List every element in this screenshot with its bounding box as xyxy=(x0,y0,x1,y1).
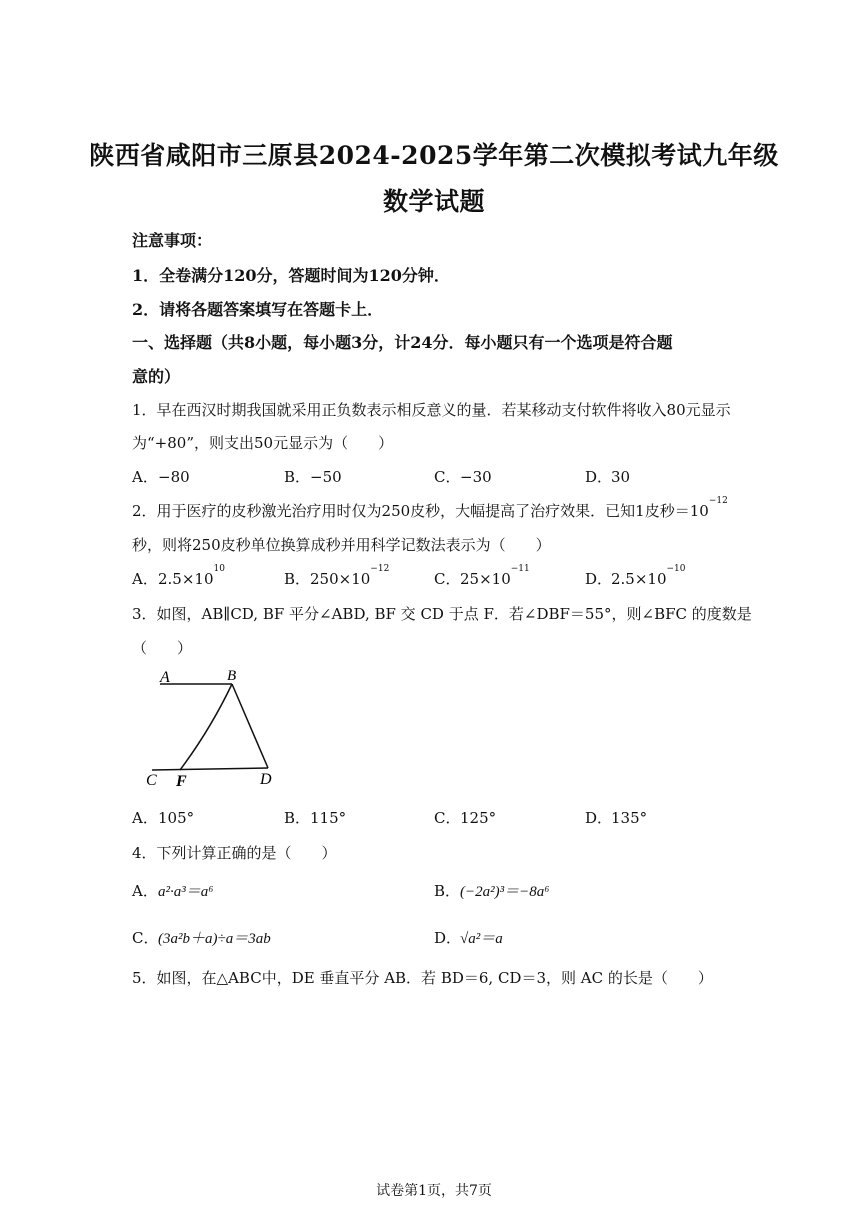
label-c: C xyxy=(146,772,157,789)
segment-cd xyxy=(152,768,268,770)
label-a: A xyxy=(160,669,170,686)
label-d: D xyxy=(260,771,272,788)
q3-option-a: A．105° xyxy=(132,809,195,827)
label-f: F xyxy=(176,773,187,790)
segment-bf xyxy=(180,684,232,770)
q2-option-b: B．$250\times 10^{-12}$ xyxy=(284,564,390,588)
q3-option-d: D．135° xyxy=(585,809,648,827)
segment-bd xyxy=(232,684,268,768)
label-b: B xyxy=(227,668,237,684)
q2-stem-line1: 2．用于医疗的皮秒激光治疗用时仅为250皮秒，大幅提高了治疗效果．已知1皮秒$=10^{-12}$ xyxy=(132,496,728,520)
notice-item-1: 1．全卷满分120分，答题时间为120分钟． xyxy=(132,266,450,285)
notice-item-2: 2．请将各题答案填写在答题卡上． xyxy=(132,300,384,319)
notice-heading: 注意事项： xyxy=(132,231,213,250)
q1-option-a: A．−80 xyxy=(132,468,190,486)
q2-option-c: C．$25\times 10^{-11}$ xyxy=(434,564,530,588)
q3-stem-line2: （ ） xyxy=(132,639,193,657)
q2-option-a: A．$2.5\times 10^{10}$ xyxy=(132,564,225,588)
q3-option-c: C．125° xyxy=(434,809,497,827)
page-footer: 试卷第1页，共7页 xyxy=(376,1183,492,1199)
section-heading-line1: 一、选择题（共8小题，每小题3分，计24分．每小题只有一个选项是符合题 xyxy=(132,333,673,352)
exam-title-line2: 数学试题 xyxy=(382,187,485,216)
q1-stem-line2: 为“+80”，则支出50元显示为（ ） xyxy=(132,434,394,452)
q3-stem-line1: 3．如图，AB∥CD, BF 平分∠ABD, BF 交 CD 于点 F．若∠DBF＝55°，则∠BFC 的度数是 xyxy=(132,605,752,623)
section-heading-line2: 意的） xyxy=(132,367,181,386)
exam-title-line1: 陕西省咸阳市三原县2024-2025学年第二次模拟考试九年级 xyxy=(89,141,779,170)
q4-option-c: C．(3a²b＋a)÷a＝3ab xyxy=(132,929,271,947)
q2-option-d: D．$2.5\times 10^{-10}$ xyxy=(585,564,686,588)
q2-stem-line2: 秒，则将250皮秒单位换算成秒并用科学记数法表示为（ ） xyxy=(132,536,551,554)
q4-option-d: D．√a²＝a xyxy=(434,929,503,947)
q1-option-c: C．−30 xyxy=(434,468,492,486)
q1-stem-line1: 1．早在西汉时期我国就采用正负数表示相反意义的量．若某移动支付软件将收入80元显示 xyxy=(132,401,731,419)
q3-figure xyxy=(140,660,290,790)
q4-stem: 4．下列计算正确的是（ ） xyxy=(132,844,337,862)
q3-option-b: B．115° xyxy=(284,809,347,827)
q5-stem: 5．如图，在△ABC中，DE 垂直平分 AB．若 BD＝6, CD＝3，则 AC 的长是（ ） xyxy=(132,969,713,987)
q1-option-d: D．30 xyxy=(585,468,631,486)
q4-option-a: A．a²·a³＝a⁶ xyxy=(132,882,214,900)
q1-option-b: B．−50 xyxy=(284,468,342,486)
q4-option-b: B．(−2a²)³＝−8a⁶ xyxy=(434,882,550,900)
